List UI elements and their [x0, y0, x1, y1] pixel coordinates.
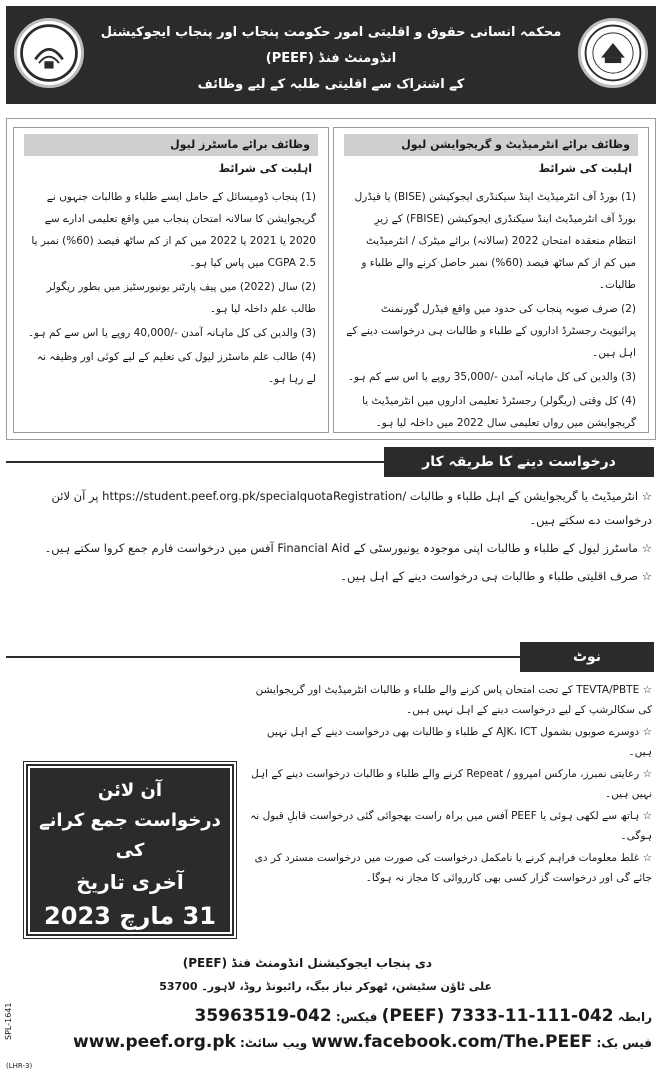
- website-label: ویب سائٹ:: [240, 1036, 308, 1050]
- method-item-online[interactable]: ☆ انٹرمیڈیٹ یا گریجوایشن کے اہل طلباء و طالبات /https://student.peef.org.pk/specialquotaRegistration پر آن لائن درخواست دے سکتے ہیں۔: [51, 489, 652, 527]
- header-subtitle: کے اشتراک سے اقلیتی طلبہ کے لیے وظائف: [197, 77, 465, 92]
- method-heading: درخواست دینے کا طریقہ کار: [384, 447, 654, 477]
- ad-code: SPL-1641: [4, 1002, 13, 1040]
- header-banner: [6, 6, 656, 104]
- deadline-online: آن لائن: [97, 780, 163, 801]
- divider: [6, 656, 520, 658]
- divider: [6, 461, 384, 463]
- fax-number: 042-35963519: [194, 1006, 332, 1026]
- facebook-link[interactable]: www.facebook.com/The.PEEF: [311, 1032, 593, 1052]
- masters-title: وظائف برائے ماسٹرز لیول: [24, 134, 318, 156]
- peef-logo: [578, 18, 648, 88]
- punjab-emblem-icon: [17, 21, 81, 85]
- masters-subtitle: اہلیت کی شرائط: [218, 162, 312, 175]
- footer: [0, 950, 662, 1072]
- note-item: ☆ رعایتی نمبرز، مارکس امپروو / Repeat کرنے والے طلباء و طالبات درخواست دینے کے اہل نہیں ہیں۔: [251, 768, 652, 800]
- region-code: (LHR-3): [6, 1062, 33, 1070]
- phone-number[interactable]: 042-111-11-7333 (PEEF): [381, 1006, 614, 1026]
- note-list: [250, 680, 652, 890]
- contact-label: رابطہ: [617, 1010, 652, 1024]
- intermediate-title: وظائف برائے انٹرمیڈیٹ و گریجوایشن لیول: [344, 134, 638, 156]
- masters-column: [13, 127, 329, 433]
- footer-links-row: [32, 1032, 652, 1052]
- deadline-submit: درخواست جمع کرانے کی: [39, 810, 221, 861]
- footer-org: دی پنجاب ایجوکیشنل انڈومنٹ فنڈ (PEEF): [182, 956, 432, 970]
- intermediate-points: [346, 186, 636, 436]
- footer-address: علی ٹاؤن سٹیشن، ٹھوکر نیاز بیگ، رائیونڈ روڈ، لاہور۔ 53700: [159, 980, 492, 993]
- intermediate-point: (2) صرف صوبہ پنجاب کی حدود میں واقع فیڈرل گورنمنٹ پرائیویٹ رجسٹرڈ اداروں کے طلباء و طالبات ہی درخواست دینے کے اہل ہیں۔: [346, 303, 636, 359]
- masters-point: (4) طالب علم ماسٹرز لیول کی تعلیم کے لیے کوئی اور وظیفہ نہ لے رہا ہو۔: [36, 351, 316, 385]
- fax-label: فیکس:: [335, 1010, 378, 1024]
- note-heading: نوٹ: [520, 642, 654, 672]
- intermediate-subtitle: اہلیت کی شرائط: [538, 162, 632, 175]
- note-item: ☆ TEVTA/PBTE کے تحت امتحان پاس کرنے والے طلباء و طالبات انٹرمیڈیٹ اور گریجوایشن کی سکالرشپ کے لیے درخواست دینے کے اہل نہیں ہیں۔: [255, 684, 652, 716]
- intermediate-point: (1) بورڈ آف انٹرمیڈیٹ اینڈ سیکنڈری ایجوکیشن (BISE) یا فیڈرل بورڈ آف انٹرمیڈیٹ اینڈ سیکنڈری ایجوکیشن (FBISE) کے زیرِ انتظام منعقدہ امتحان 2022 (سالانہ) برائے میٹرک / انٹرمیڈیٹ میں کم از کم ساٹھ فیصد (60%) نمبر حاصل کرنے والے طلباء و طالبات۔: [354, 191, 636, 291]
- method-item-masters: ☆ ماسٹرز لیول کے طلباء و طالبات اپنی موجودہ یونیورسٹی کے Financial Aid آفس میں درخواست فارم جمع کروا سکتے ہیں۔: [44, 541, 652, 555]
- masters-point: (1) پنجاب ڈومیسائل کے حامل ایسے طلباء و طالبات جنہوں نے گریجوایشن کا سالانہ امتحان پنجاب میں واقع تعلیمی ادارے سے 2020 یا 2021 یا 2022 میں کم از کم ساٹھ فیصد (60%) نمبر یا 2.5 CGPA میں پاس کیا ہو۔: [31, 191, 316, 269]
- header-text: [94, 20, 568, 98]
- method-list: [20, 484, 652, 592]
- deadline-box: [24, 762, 236, 938]
- deadline-last-date: آخری تاریخ: [76, 870, 184, 894]
- peef-emblem-icon: [581, 21, 645, 85]
- intermediate-point: (4) کل وقتی (ریگولر) رجسٹرڈ تعلیمی اداروں میں انٹرمیڈیٹ یا گریجوایشن میں رواں تعلیمی سال 2022 میں داخلہ لیا ہو۔: [362, 395, 636, 429]
- note-item: ☆ دوسرے صوبوں بشمول AJK، ICT کے طلباء و طالبات بھی درخواست دینے کے اہل نہیں ہیں۔: [266, 726, 652, 758]
- method-item-minority: ☆ صرف اقلیتی طلباء و طالبات ہی درخواست دینے کے اہل ہیں۔: [340, 569, 652, 583]
- note-item: ☆ غلط معلومات فراہم کرنے یا نامکمل درخواست کی صورت میں درخواست مسترد کر دی جائے گی اور درخواست گزار کسی بھی کارروائی کا مجاز نہ ہوگا۔: [254, 852, 652, 884]
- masters-point: (3) والدین کی کل ماہانہ آمدن -/40,000 روپے یا اس سے کم ہو۔: [27, 327, 316, 339]
- note-item: ☆ ہاتھ سے لکھی ہوئی یا PEEF آفس میں براہ راست بھجوائی گئی درخواست قابلِ قبول نہ ہوگی۔: [250, 810, 652, 842]
- intermediate-column: [333, 127, 649, 433]
- punjab-govt-logo: [14, 18, 84, 88]
- masters-point: (2) سال (2022) میں پیف پارٹنر یونیورسٹیز میں بطور ریگولر طالب علم داخلہ لیا ہو۔: [46, 281, 316, 315]
- masters-points: [26, 186, 316, 392]
- intermediate-point: (3) والدین کی کل ماہانہ آمدن -/35,000 روپے یا اس سے کم ہو۔: [347, 371, 636, 383]
- deadline-date: 31 مارچ 2023: [44, 902, 216, 930]
- facebook-label: فیس بک:: [596, 1036, 652, 1050]
- eligibility-section: [6, 118, 656, 440]
- website-link[interactable]: www.peef.org.pk: [73, 1032, 236, 1052]
- header-title: محکمہ انسانی حقوق و اقلیتی امور حکومت پنجاب اور پنجاب ایجوکیشنل انڈومنٹ فنڈ (PEEF): [100, 25, 562, 66]
- footer-contact-row: [52, 1006, 652, 1026]
